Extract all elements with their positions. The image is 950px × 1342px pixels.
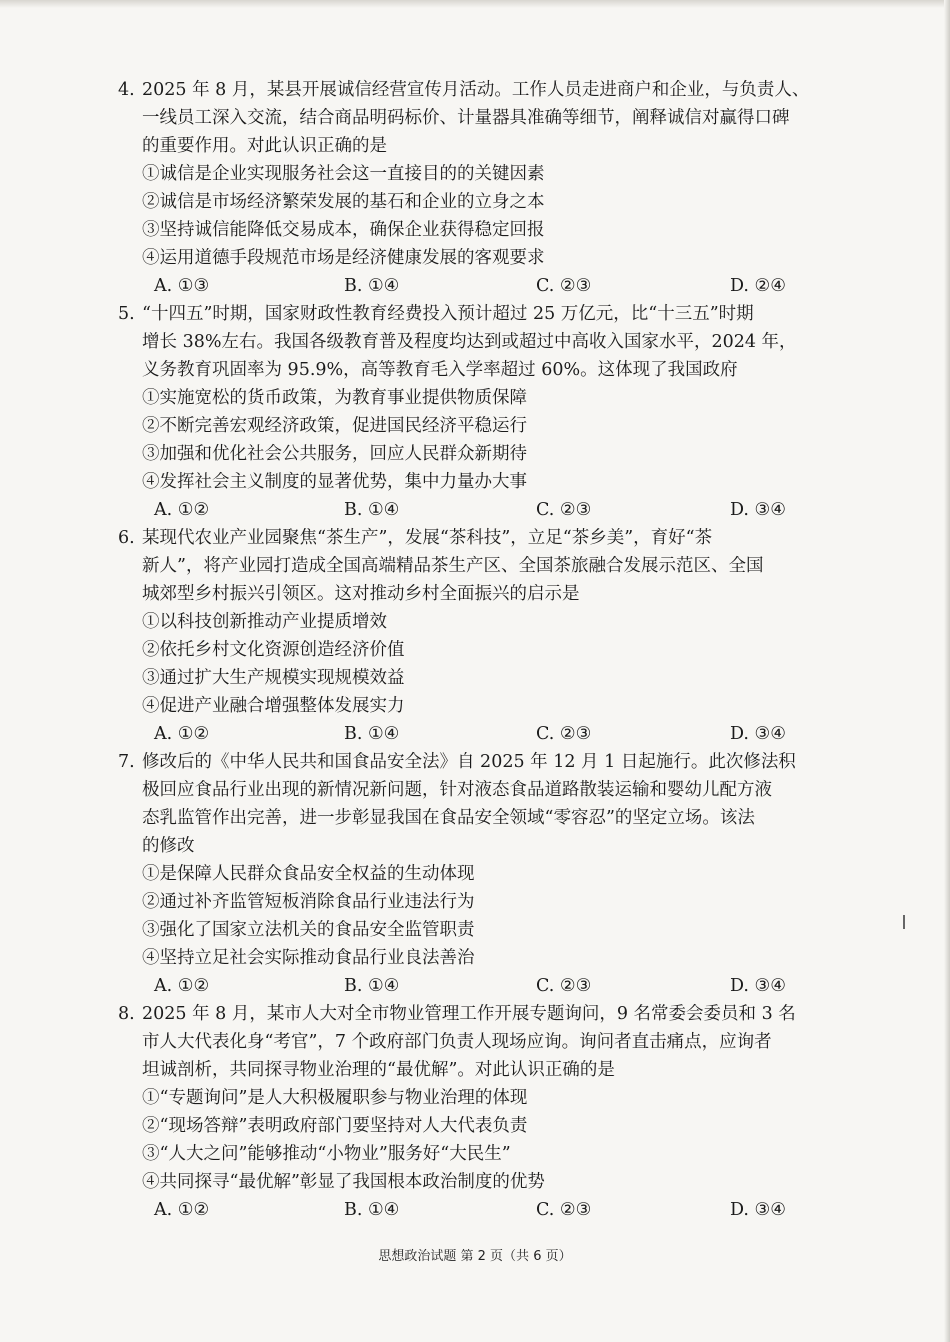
- question-stem-text: 坦诚剖析，共同探寻物业治理的“最优解”。对此认识正确的是: [142, 1060, 615, 1080]
- question-stem-line: [118, 748, 864, 776]
- statement-option: ①是保障人民群众食品安全权益的生动体现: [142, 864, 475, 884]
- statement-option: ③“人大之问”能够推动“小物业”服务好“大民生”: [142, 1144, 511, 1164]
- answer-choice-d: D. ②④: [730, 276, 786, 296]
- question-stem-text: 修改后的《中华人民共和国食品安全法》自 2025 年 12 月 1 日起施行。此次修法积: [142, 752, 796, 772]
- question-stem-line: [118, 1000, 864, 1028]
- question-stem-line: [118, 552, 864, 580]
- answer-choices: [118, 972, 864, 1000]
- question-stem-text: 增长 38%左右。我国各级教育普及程度均达到或超过中高收入国家水平，2024 年，: [142, 332, 797, 352]
- question-6: [118, 524, 864, 748]
- answer-choice-a: A. ①②: [154, 500, 210, 520]
- question-stem-line: [118, 524, 864, 552]
- answer-choice-a: A. ①③: [154, 276, 210, 296]
- question-number: 8.: [118, 1004, 135, 1024]
- statement-option: ②不断完善宏观经济政策，促进国民经济平稳运行: [142, 416, 527, 436]
- answer-choice-c: C. ②③: [536, 500, 592, 520]
- answer-choice-c: C. ②③: [536, 276, 592, 296]
- question-stem-line: [118, 76, 864, 104]
- answer-choice-a: A. ①②: [154, 1200, 210, 1220]
- question-stem-line: [118, 1056, 864, 1084]
- question-stem-text: 一线员工深入交流，结合商品明码标价、计量器具准确等细节，阐释诚信对赢得口碑: [142, 108, 790, 128]
- question-stem-text: “十四五”时期，国家财政性教育经费投入预计超过 25 万亿元，比“十三五”时期: [142, 304, 754, 324]
- question-stem-text: 新人”，将产业园打造成全国高端精品茶生产区、全国茶旅融合发展示范区、全国: [142, 556, 764, 576]
- statement-option: ④发挥社会主义制度的显著优势，集中力量办大事: [142, 472, 527, 492]
- question-stem-text: 某现代农业产业园聚焦“茶生产”，发展“茶科技”，立足“茶乡美”，育好“茶: [142, 528, 713, 548]
- question-stem-text: 的修改: [142, 836, 195, 856]
- answer-choice-d: D. ③④: [730, 500, 786, 520]
- question-stem-line: [118, 104, 864, 132]
- question-stem-line: [118, 1028, 864, 1056]
- statement-option: ④促进产业融合增强整体发展实力: [142, 696, 405, 716]
- question-stem-text: 态乳监管作出完善，进一步彰显我国在食品安全领域“零容忍”的坚定立场。该法: [142, 808, 755, 828]
- statement-option: ③加强和优化社会公共服务，回应人民群众新期待: [142, 444, 527, 464]
- answer-choice-a: A. ①②: [154, 976, 210, 996]
- question-number: 6.: [118, 528, 135, 548]
- question-stem-text: 的重要作用。对此认识正确的是: [142, 136, 387, 156]
- answer-choice-b: B. ①④: [344, 276, 400, 296]
- question-stem-text: 市人大代表化身“考官”，7 个政府部门负责人现场应询。询问者直击痛点，应询者: [142, 1032, 772, 1052]
- answer-choice-c: C. ②③: [536, 1200, 592, 1220]
- question-number: 4.: [118, 80, 135, 100]
- statement-option: ③强化了国家立法机关的食品安全监管职责: [142, 920, 475, 940]
- statement-option: ④共同探寻“最优解”彰显了我国根本政治制度的优势: [142, 1172, 545, 1192]
- answer-choice-a: A. ①②: [154, 724, 210, 744]
- answer-choices: [118, 1196, 864, 1224]
- answer-choice-b: B. ①④: [344, 500, 400, 520]
- scan-top-edge: [0, 0, 950, 8]
- statement-option: ③通过扩大生产规模实现规模效益: [142, 668, 405, 688]
- statement-option: ②依托乡村文化资源创造经济价值: [142, 640, 405, 660]
- answer-choice-b: B. ①④: [344, 724, 400, 744]
- answer-choice-d: D. ③④: [730, 1200, 786, 1220]
- statement-option: ①“专题询问”是人大积极履职参与物业治理的体现: [142, 1088, 528, 1108]
- statement-option: ③坚持诚信能降低交易成本，确保企业获得稳定回报: [142, 220, 545, 240]
- statement-option: ①实施宽松的货币政策，为教育事业提供物质保障: [142, 388, 527, 408]
- question-stem-line: [118, 356, 864, 384]
- statement-option: ①诚信是企业实现服务社会这一直接目的的关键因素: [142, 164, 545, 184]
- answer-choice-d: D. ③④: [730, 724, 786, 744]
- question-8: [118, 1000, 864, 1224]
- answer-choice-b: B. ①④: [344, 976, 400, 996]
- answer-choice-b: B. ①④: [344, 1200, 400, 1220]
- question-stem-text: 2025 年 8 月，某市人大对全市物业管理工作开展专题询问，9 名常委会委员和 3 名: [142, 1004, 796, 1024]
- statement-option: ②“现场答辩”表明政府部门要坚持对人大代表负责: [142, 1116, 528, 1136]
- question-stem-line: [118, 580, 864, 608]
- question-number: 5.: [118, 304, 135, 324]
- question-stem-line: [118, 300, 864, 328]
- question-stem-text: 城郊型乡村振兴引领区。这对推动乡村全面振兴的启示是: [142, 584, 580, 604]
- question-stem-text: 极回应食品行业出现的新情况新问题，针对液态食品道路散装运输和婴幼儿配方液: [142, 780, 772, 800]
- question-4: [118, 76, 864, 300]
- answer-choices: [118, 720, 864, 748]
- question-5: [118, 300, 864, 524]
- question-stem-line: [118, 328, 864, 356]
- statement-option: ②通过补齐监管短板消除食品行业违法行为: [142, 892, 475, 912]
- question-stem-line: [118, 832, 864, 860]
- question-7: [118, 748, 864, 1000]
- answer-choice-c: C. ②③: [536, 724, 592, 744]
- statement-option: ①以科技创新推动产业提质增效: [142, 612, 387, 632]
- statement-option: ④运用道德手段规范市场是经济健康发展的客观要求: [142, 248, 545, 268]
- answer-choices: [118, 496, 864, 524]
- question-stem-line: [118, 132, 864, 160]
- statement-option: ②诚信是市场经济繁荣发展的基石和企业的立身之本: [142, 192, 545, 212]
- question-stem-text: 义务教育巩固率为 95.9%，高等教育毛入学率超过 60%。这体现了我国政府: [142, 360, 738, 380]
- answer-choice-c: C. ②③: [536, 976, 592, 996]
- question-stem-line: [118, 776, 864, 804]
- question-stem-line: [118, 804, 864, 832]
- question-list: [118, 76, 864, 1224]
- scan-speck: [903, 915, 905, 929]
- answer-choice-d: D. ③④: [730, 976, 786, 996]
- question-number: 7.: [118, 752, 135, 772]
- scan-right-edge: [944, 0, 950, 1342]
- page-footer: 思想政治试题 第 2 页（共 6 页）: [378, 1249, 572, 1264]
- question-stem-text: 2025 年 8 月，某县开展诚信经营宣传月活动。工作人员走进商户和企业，与负责人、: [142, 80, 810, 100]
- answer-choices: [118, 272, 864, 300]
- statement-option: ④坚持立足社会实际推动食品行业良法善治: [142, 948, 475, 968]
